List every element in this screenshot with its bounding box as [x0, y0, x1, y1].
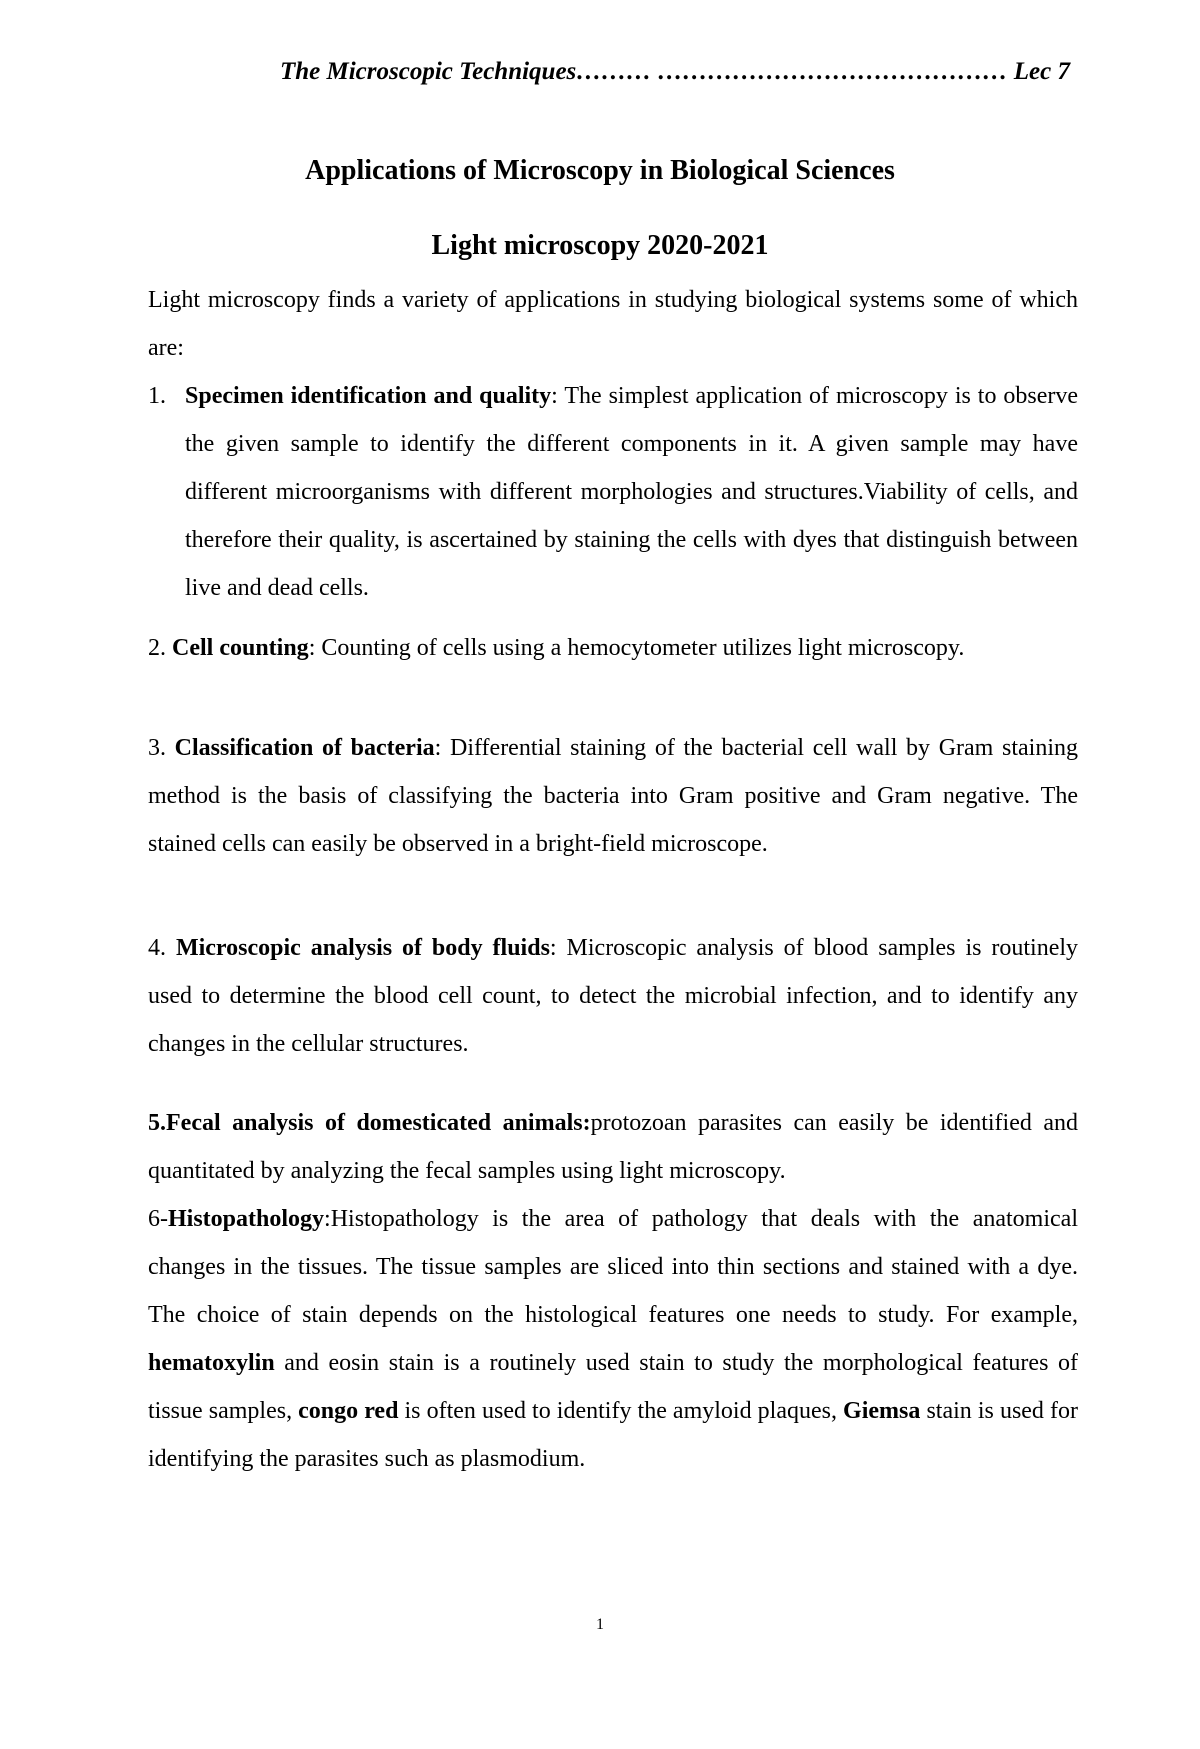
item-separator: :	[551, 383, 565, 409]
item-heading: Fecal analysis of domesticated animals:	[166, 1110, 591, 1136]
list-item-1	[148, 372, 1078, 612]
item-text: is often used to identify the amyloid plaques,	[398, 1398, 844, 1424]
item-number: 1.	[148, 383, 166, 409]
section-title: Light microscopy 2020-2021	[431, 230, 769, 261]
item-text: :Histopathology is the area of pathology that deals with the anatomical changes in the tissues. The tissue samples are sliced into thin sections and stained with a dye. The choice of stain depends on the histological features one needs to study. For example,	[148, 1206, 1078, 1328]
item-number: 4.	[148, 935, 176, 961]
item-number: 2.	[148, 635, 172, 661]
item-text: and eosin stain is a routinely used stain to study the morphological features of tissue samples,	[148, 1350, 1078, 1424]
list-item-4	[148, 924, 1078, 1068]
item-heading: Specimen identification and quality	[185, 383, 552, 409]
page-title: Applications of Microscopy in Biological Sciences	[305, 155, 895, 186]
item-number: 5.	[148, 1110, 166, 1136]
item-text: The simplest application of microscopy is to observe the given sample to identify the different components in it. A given sample may have different microorganisms with different morphologies and structures.Viability of cells, and therefore their quality, is ascertained by staining the cells with dyes that distinguish between live and dead cells.	[185, 383, 1079, 601]
list-item-2	[148, 624, 1078, 672]
list-item-5	[148, 1099, 1078, 1195]
item-number: 3.	[148, 735, 175, 761]
stain-term-giemsa: Giemsa	[843, 1398, 921, 1424]
intro-paragraph	[148, 276, 1078, 372]
item-heading: Histopathology	[168, 1206, 325, 1232]
stain-term-hematoxylin: hematoxylin	[148, 1350, 275, 1376]
item-number: 6-	[148, 1206, 168, 1232]
item-separator: :	[308, 635, 322, 661]
item-separator: :	[434, 735, 450, 761]
item-separator: :	[549, 935, 567, 961]
list-item-6	[148, 1195, 1078, 1483]
item-text: Microscopic analysis of blood samples is routinely used to determine the blood cell count, to detect the microbial infection, and to identify any changes in the cellular structures.	[148, 935, 1079, 1057]
stain-term-congo-red: congo red	[298, 1398, 399, 1424]
item-text: stain is used for identifying the parasites such as plasmodium.	[148, 1398, 1078, 1472]
page-number: 1	[596, 1616, 604, 1633]
list-item-3	[148, 724, 1078, 868]
item-text: protozoan parasites can easily be identified and quantitated by analyzing the fecal samples using light microscopy.	[148, 1110, 1078, 1184]
running-header: The Microscopic Techniques……… …………………………………… Lec 7	[279, 58, 1070, 85]
item-text: Differential staining of the bacterial cell wall by Gram staining method is the basis of classifying the bacteria into Gram positive and Gram negative. The stained cells can easily be observed in a bright-field microscope.	[148, 735, 1079, 857]
item-text: Counting of cells using a hemocytometer utilizes light microscopy.	[321, 635, 965, 661]
item-heading: Cell counting	[172, 635, 309, 661]
item-heading: Microscopic analysis of body fluids	[175, 935, 550, 961]
intro-text: Light microscopy finds a variety of applications in studying biological systems some of which are:	[148, 287, 1078, 361]
item-heading: Classification of bacteria	[174, 735, 435, 761]
